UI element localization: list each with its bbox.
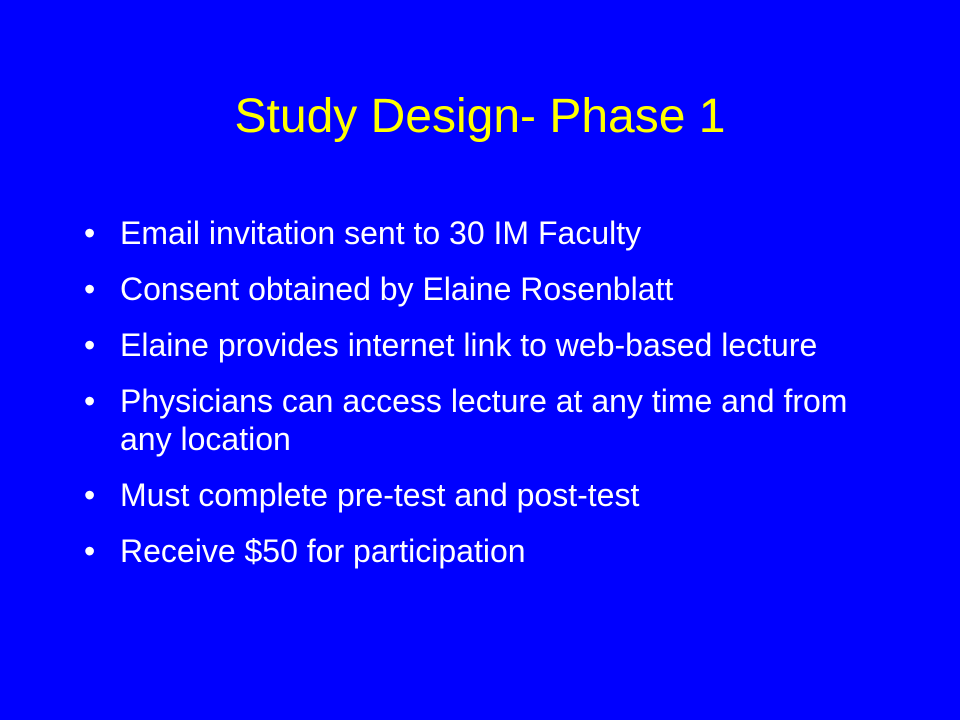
bullet-text: Physicians can access lecture at any time and from any location	[120, 383, 848, 457]
bullet-item	[84, 270, 884, 308]
bullet-text: Must complete pre-test and post-test	[120, 477, 640, 513]
bullet-icon: •	[84, 271, 96, 307]
bullet-item	[84, 382, 884, 458]
bullet-list	[84, 214, 884, 588]
bullet-item	[84, 532, 884, 570]
bullet-item	[84, 476, 884, 514]
bullet-icon: •	[84, 215, 96, 251]
bullet-text: Consent obtained by Elaine Rosenblatt	[120, 271, 674, 307]
bullet-text: Elaine provides internet link to web-based lecture	[120, 327, 818, 363]
bullet-text: Receive $50 for participation	[120, 533, 526, 569]
bullet-icon: •	[84, 327, 96, 363]
bullet-text: Email invitation sent to 30 IM Faculty	[120, 215, 642, 251]
bullet-item	[84, 214, 884, 252]
bullet-icon: •	[84, 477, 96, 513]
slide-title: Study Design- Phase 1	[234, 90, 726, 143]
bullet-item	[84, 326, 884, 364]
bullet-icon: •	[84, 533, 96, 569]
bullet-icon: •	[84, 383, 96, 419]
